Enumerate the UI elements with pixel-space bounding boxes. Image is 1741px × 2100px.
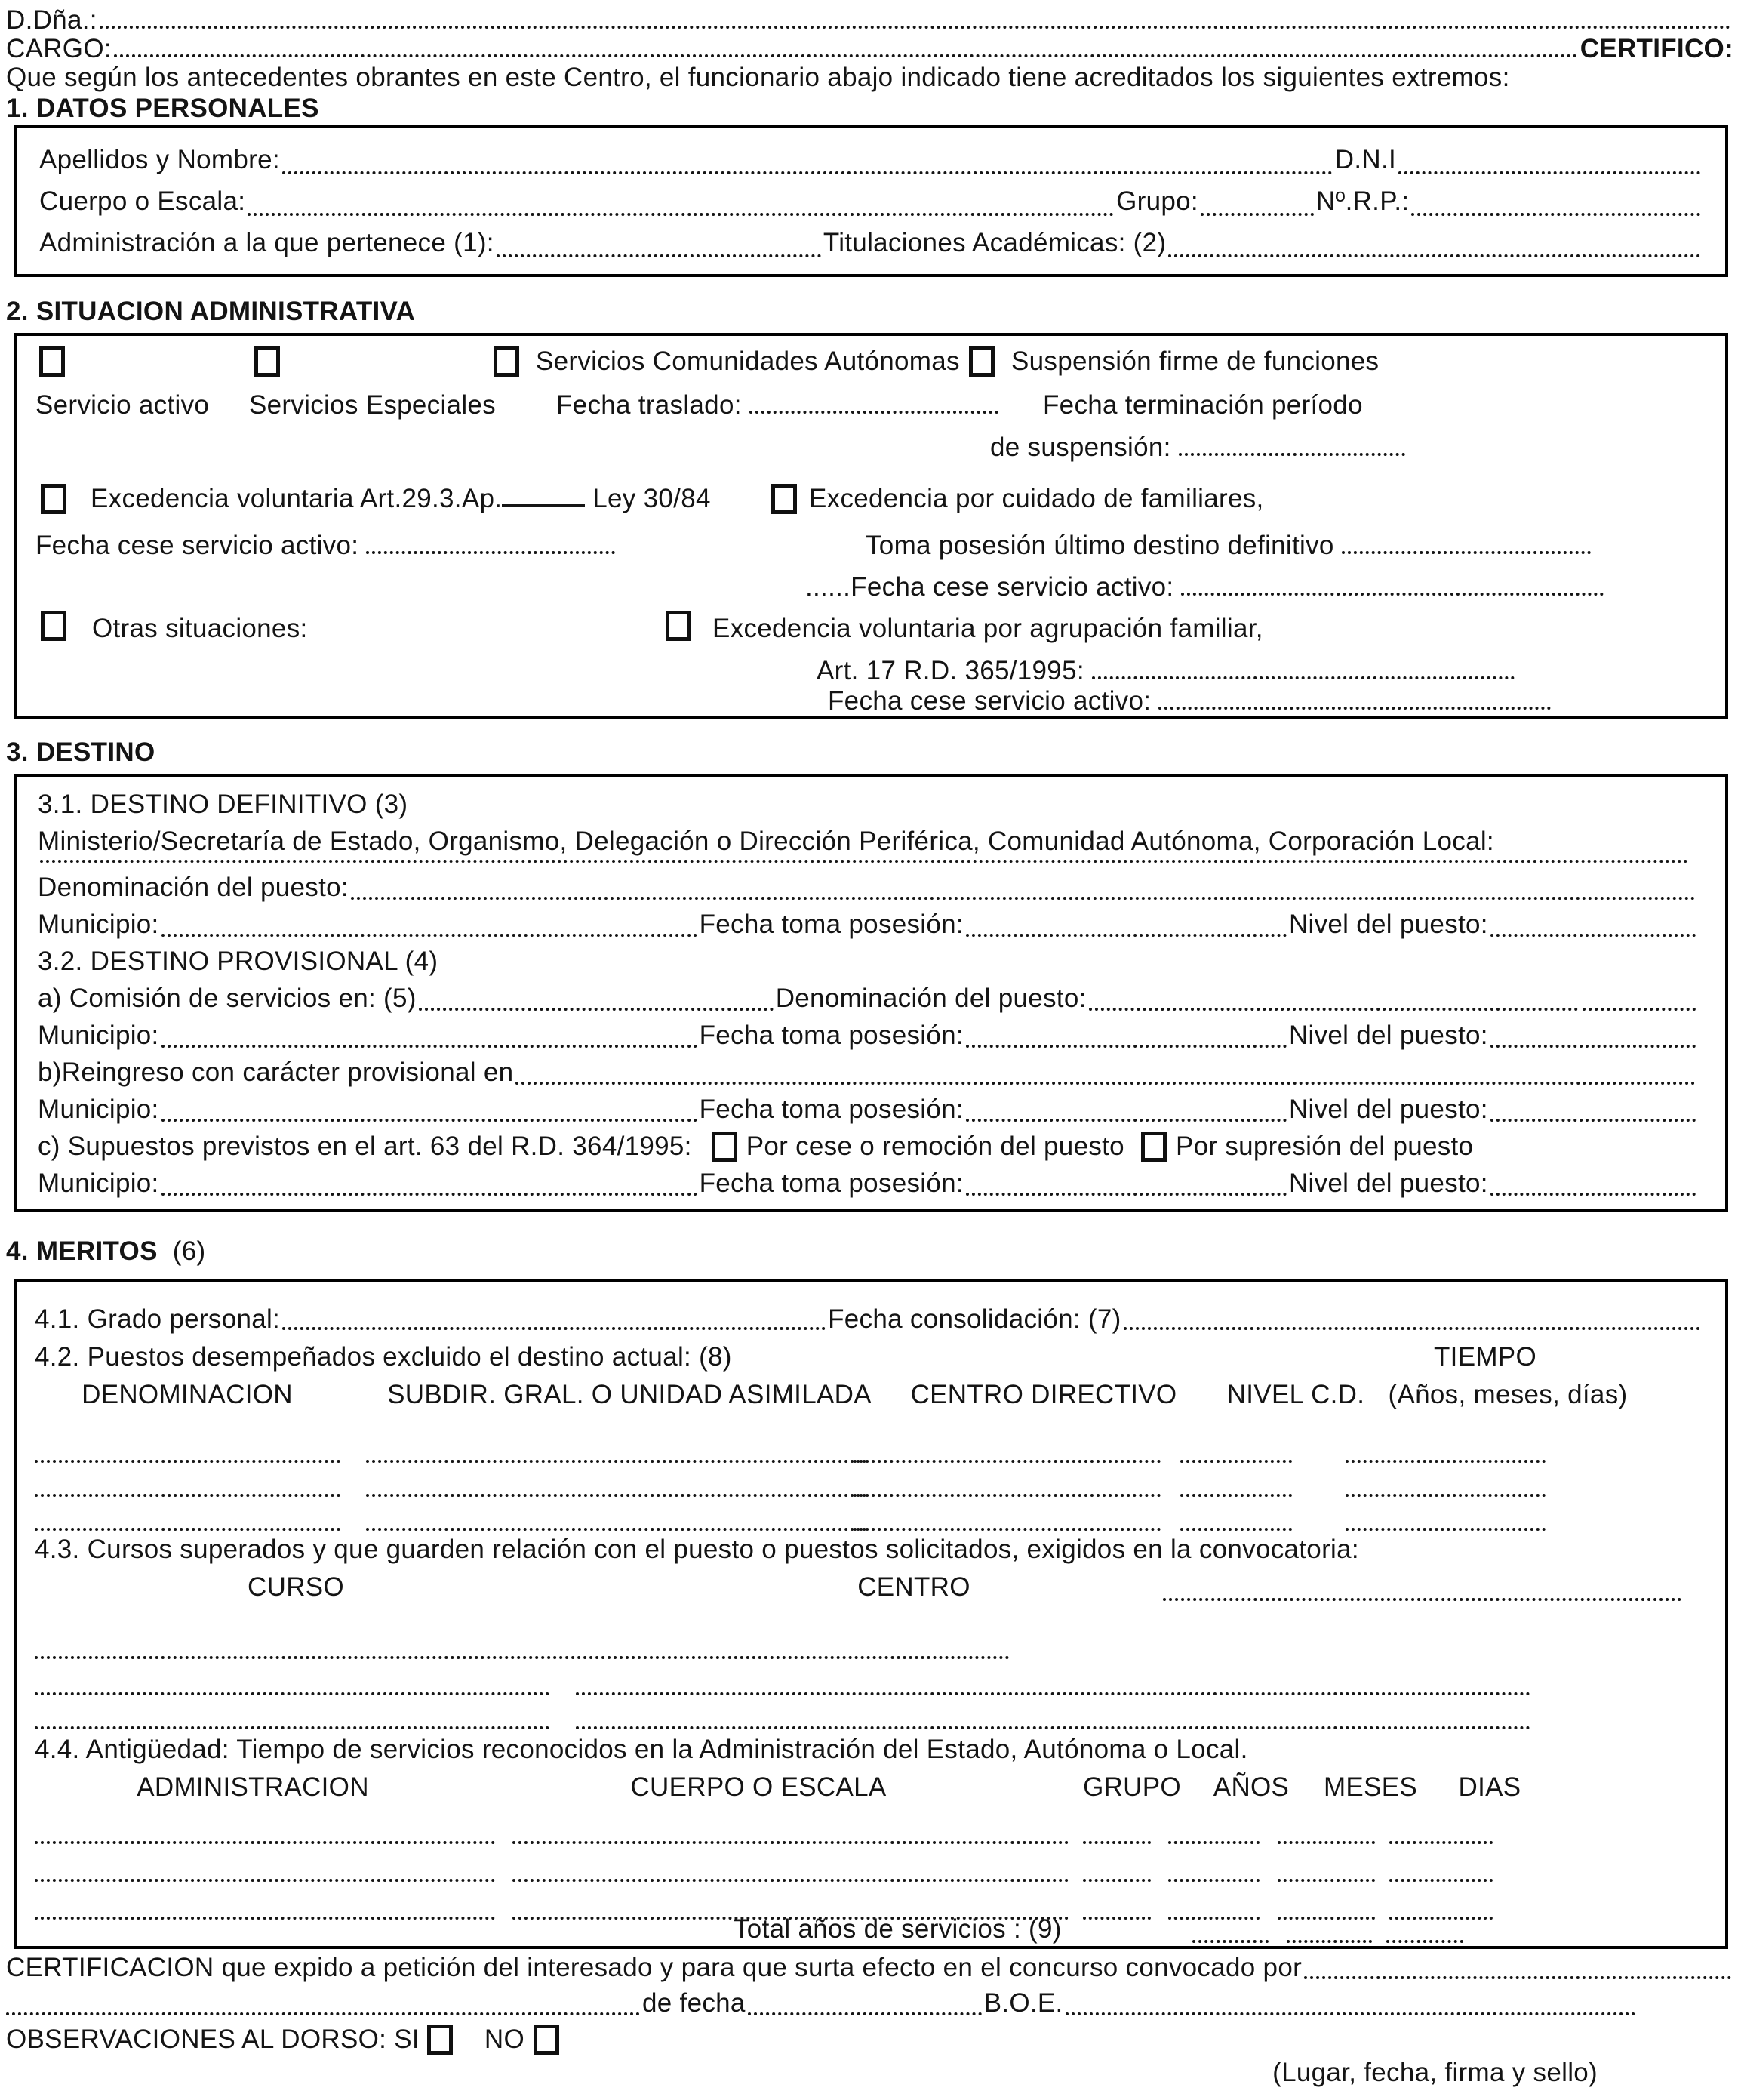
titulaciones-field[interactable] [1168,254,1700,257]
grado-field[interactable] [282,1327,826,1330]
puestos-cell-field[interactable] [366,1501,866,1531]
puestos-cell-field[interactable] [854,1467,1161,1497]
denominacion-field[interactable] [351,897,1696,900]
grado-label: 4.1. Grado personal: [35,1304,281,1334]
excedencia-cuidado-label: Excedencia por cuidado de familiares, [809,484,1264,513]
puestos-cell-field[interactable] [1346,1501,1546,1531]
puestos-cell-field[interactable] [1180,1467,1292,1497]
observaciones-no-label: NO [484,2025,524,2054]
cursos-row [35,1533,1703,1566]
dotted-field[interactable] [100,26,1731,29]
grupo-field[interactable] [1201,213,1314,216]
municipio-label: Municipio: [38,910,159,939]
consolidacion-label: Fecha consolidación: (7) [828,1304,1121,1334]
nivel-label: Nivel del puesto: [1288,910,1488,939]
cb-suspension-firme[interactable] [969,346,995,377]
por-cese-label: Por cese o remoción del puesto [746,1132,1124,1161]
puestos-cell-field[interactable] [35,1501,340,1531]
dotted-field[interactable] [1583,1008,1696,1011]
comision-field[interactable] [419,1008,774,1011]
boe-field[interactable] [1066,2012,1635,2015]
cb-observaciones-si[interactable] [427,2025,453,2055]
nivel-label: Nivel del puesto: [1288,1021,1488,1050]
denominacion-row [38,869,1698,906]
antiguedad-cell-field[interactable] [1168,1814,1260,1844]
cb-excedencia-agrupacion[interactable] [666,611,691,641]
ddna-label: D.Dña.: [6,5,97,35]
fecha-cese-3-field[interactable] [1158,685,1551,710]
col-header-meses: MESES [1323,1772,1418,1802]
cb-por-cese[interactable] [712,1132,737,1162]
por-supresion-label: Por supresión del puesto [1175,1132,1474,1161]
puestos-cell-field[interactable] [1180,1433,1292,1463]
cursos-cell-field[interactable] [576,1665,1530,1695]
cb-excedencia-voluntaria[interactable] [41,484,66,514]
intro-row [6,63,1733,92]
total-anos-field[interactable] [1192,1913,1269,1943]
puestos-cell-field[interactable] [1180,1501,1292,1531]
cargo-row [6,35,1733,63]
supuestos-row [38,1128,1698,1165]
fecha-toma-field[interactable] [966,1119,1287,1122]
fecha-toma-label: Fecha toma posesión: [699,1021,964,1050]
cb-por-supresion[interactable] [1141,1132,1167,1162]
municipio-row [38,1017,1698,1054]
administracion-label: Administración a la que pertenece (1): [39,228,494,257]
nivel-field[interactable] [1490,1045,1696,1048]
fecha-toma-label: Fecha toma posesión: [699,1169,964,1198]
col-header-centro-directivo: CENTRO DIRECTIVO [910,1380,1177,1409]
apellidos-row [39,139,1703,180]
observaciones-row [6,2021,1733,2058]
total-dias-field[interactable] [1386,1913,1463,1943]
fecha-traslado-field[interactable] [749,390,998,414]
antiguedad-cell-field[interactable] [1389,1814,1493,1844]
puestos-cell-field[interactable] [35,1467,340,1497]
grado-row [35,1303,1703,1336]
cb-servicios-especiales[interactable] [254,346,280,377]
denominacion-label: Denominación del puesto: [38,873,349,902]
section1-title: 1. DATOS PERSONALES [6,94,319,123]
col-header-tiempo-unidades: (Años, meses, días) [1388,1380,1628,1409]
cb-observaciones-no[interactable] [534,2025,559,2055]
art17-field[interactable] [1092,655,1515,679]
comision-label: a) Comisión de servicios en: (5) [38,984,417,1013]
col-header-nivel-cd: NIVEL C.D. [1226,1380,1365,1409]
destino-provisional-title: 3.2. DESTINO PROVISIONAL (4) [38,947,438,976]
antiguedad-cell-field[interactable] [35,1814,495,1844]
municipio-row [38,906,1698,943]
excedencia-voluntaria-label: Excedencia voluntaria Art.29.3.Ap. Ley 30/84 [91,484,711,513]
nivel-label: Nivel del puesto: [1288,1095,1488,1124]
denominacion2-label: Denominación del puesto: [775,984,1087,1013]
antiguedad-cell-field[interactable] [512,1814,1069,1844]
lugar-fecha-firma-label: (Lugar, fecha, firma y sello) [1272,2058,1598,2087]
cursos-cell-field[interactable] [35,1699,549,1729]
cb-servicio-activo[interactable] [39,346,65,377]
section4-box [14,1279,1728,1949]
grupo-label: Grupo: [1116,186,1198,216]
section2-box [14,333,1728,719]
antiguedad-cell-field[interactable] [35,1852,495,1882]
dotted-field[interactable] [114,54,1578,57]
total-meses-field[interactable] [1287,1913,1372,1943]
dotted-field[interactable] [6,2012,640,2015]
apellidos-field[interactable] [282,171,1333,174]
fecha-field[interactable] [748,2012,982,2015]
consolidacion-field[interactable] [1124,1327,1700,1330]
cb-otras-situaciones[interactable] [41,611,66,641]
section3-box [14,774,1728,1212]
cuerpo-row [39,180,1703,222]
fecha-cese-3-label: Fecha cese servicio activo: [828,685,1551,718]
antiguedad-cell-field[interactable] [1083,1814,1151,1844]
antiguedad-cell-field[interactable] [512,1852,1069,1882]
col-header-anos: AÑOS [1213,1772,1290,1802]
nivel-field[interactable] [1490,934,1696,937]
de-suspension-label: de suspensión: [990,431,1405,464]
otras-situaciones-label: Otras situaciones: [92,614,308,643]
antiguedad-cell-field[interactable] [1083,1889,1151,1920]
ley-label: Ley 30/84 [592,484,711,513]
boe-label: B.O.E. [983,1988,1063,2018]
excedencia-agrupacion-label: Excedencia voluntaria por agrupación familiar, [712,614,1263,643]
cuerpo-label: Cuerpo o Escala: [39,186,246,216]
fecha-cese-2-field[interactable] [1181,571,1604,596]
intro-text: Que según los antecedentes obrantes en este Centro, el funcionario abajo indicado tiene acreditados los siguientes extremos: [6,63,1510,92]
fecha-traslado-label: Fecha traslado: [556,389,998,422]
art17-label: Art. 17 R.D. 365/1995: [817,654,1515,688]
municipio-label: Municipio: [38,1021,159,1050]
municipio-label: Municipio: [38,1095,159,1124]
suspension-firme-label: Suspensión firme de funciones [1011,346,1380,376]
cb-servicios-ccaa[interactable] [494,346,519,377]
puestos-label: 4.2. Puestos desempeñados excluido el destino actual: (8) [35,1342,732,1372]
col-header-subdir: SUBDIR. GRAL. O UNIDAD ASIMILADA [387,1380,872,1409]
fecha-toma-field[interactable] [966,1193,1287,1196]
fecha-boe-row [6,1985,1733,2021]
antiguedad-cell-field[interactable] [1083,1852,1151,1882]
antiguedad-cell-field[interactable] [1278,1814,1375,1844]
puestos-cell-field[interactable] [366,1433,866,1463]
toma-posesion-label: Toma posesión último destino definitivo [866,529,1591,562]
tiempo-header: TIEMPO [1434,1342,1536,1372]
puestos-cell-field[interactable] [1346,1433,1546,1463]
nrp-label: Nº.R.P.: [1315,186,1410,216]
antiguedad-cell-field[interactable] [1278,1852,1375,1882]
ddna-row [6,6,1733,35]
certificacion-row [6,1951,1733,1985]
municipio-field[interactable] [161,1119,697,1122]
puestos-cell-field[interactable] [1346,1467,1546,1497]
cb-excedencia-cuidado[interactable] [771,484,797,514]
puestos-cell-field[interactable] [854,1501,1161,1531]
observaciones-label: OBSERVACIONES AL DORSO: SI [6,2025,420,2054]
nivel-label: Nivel del puesto: [1288,1169,1488,1198]
col-header-curso: CURSO [248,1572,344,1602]
section1-box [14,125,1728,277]
cursos-label: 4.3. Cursos superados y que guarden relación con el puesto o puestos solicitados, exigidos en la convocatoria: [35,1535,1359,1564]
fecha-cese-2-label: ......Fecha cese servicio activo: [805,571,1604,604]
cargo-label: CARGO: [6,34,112,63]
antiguedad-cell-field[interactable] [1389,1852,1493,1882]
destino-definitivo-title: 3.1. DESTINO DEFINITIVO (3) [38,790,408,819]
de-suspension-field[interactable] [1179,432,1405,456]
col-header-grupo: GRUPO [1083,1772,1181,1802]
puestos-cell-field[interactable] [35,1433,340,1463]
col-header-administracion: ADMINISTRACION [137,1772,369,1802]
antiguedad-row [35,1733,1703,1766]
supuestos-label: c) Supuestos previstos en el art. 63 del R.D. 364/1995: [38,1132,692,1161]
reingreso-label: b)Reingreso con carácter provisional en [38,1058,514,1087]
municipio-field[interactable] [161,1193,697,1196]
articulo-blank-field[interactable] [502,483,585,507]
puestos-cell-field[interactable] [854,1433,1161,1463]
section3-title: 3. DESTINO [6,737,155,767]
antiguedad-cell-field[interactable] [35,1889,495,1920]
reingreso-row [38,1054,1698,1091]
reingreso-field[interactable] [515,1082,1696,1085]
toma-posesion-field[interactable] [1342,530,1591,554]
dni-field[interactable] [1398,171,1700,174]
municipio-field[interactable] [161,934,697,937]
puestos-cell-field[interactable] [366,1467,866,1497]
section4-title: 4. MERITOS (6) [6,1236,206,1266]
dni-label: D.N.I [1334,145,1396,174]
fecha-terminacion-label: Fecha terminación período [1043,390,1363,420]
cursos-cell-field[interactable] [35,1629,1010,1659]
col-header-dias: DIAS [1458,1772,1521,1802]
apellidos-label: Apellidos y Nombre: [39,145,280,174]
municipio-row [38,1165,1698,1202]
cursos-cell-field[interactable] [1163,1571,1681,1601]
section2-title: 2. SITUACION ADMINISTRATIVA [6,297,416,326]
convocado-por-field[interactable] [1304,1976,1731,1979]
municipio-row [38,1091,1698,1128]
servicios-especiales-label: Servicios Especiales [249,390,496,420]
denominacion2-field[interactable] [1089,1008,1578,1011]
certificacion-label: CERTIFICACION que expido a petición del interesado y para que surta efecto en el concurso convocado por [6,1953,1303,1982]
antiguedad-label: 4.4. Antigüedad: Tiempo de servicios reconocidos en la Administración del Estado, Autónoma o Local. [35,1735,1248,1764]
fecha-toma-label: Fecha toma posesión: [699,1095,964,1124]
fecha-toma-field[interactable] [966,934,1287,937]
de-fecha-label: de fecha [642,1988,746,2018]
ministerio-label-row: Ministerio/Secretaría de Estado, Organismo, Delegación o Dirección Periférica, Comunidad Autónoma, Corporación Local: [38,827,1494,856]
nivel-field[interactable] [1490,1193,1696,1196]
administracion-field[interactable] [497,254,821,257]
titulaciones-label: Titulaciones Académicas: (2) [823,228,1167,257]
nivel-field[interactable] [1490,1119,1696,1122]
cursos-cell-field[interactable] [576,1699,1530,1729]
col-header-cuerpo-escala: CUERPO O ESCALA [630,1772,887,1802]
fecha-cese-1-label: Fecha cese servicio activo: [35,529,615,562]
servicios-ccaa-label: Servicios Comunidades Autónomas [536,346,960,376]
servicio-activo-label: Servicio activo [35,390,210,420]
cursos-cell-field[interactable] [35,1665,549,1695]
fecha-cese-1-field[interactable] [366,530,615,554]
antiguedad-cell-field[interactable] [1168,1852,1260,1882]
comision-row [38,980,1698,1017]
col-header-denominacion: DENOMINACION [82,1380,293,1409]
cuerpo-field[interactable] [248,213,1114,216]
fecha-toma-label: Fecha toma posesión: [699,910,964,939]
administracion-row [39,222,1703,263]
municipio-field[interactable] [161,1045,697,1048]
certifico-label: CERTIFICO: [1580,34,1733,63]
total-servicios-label: Total años de servicios : (9) [734,1914,1062,1944]
nrp-field[interactable] [1411,213,1700,216]
col-header-centro: CENTRO [857,1572,970,1602]
municipio-label: Municipio: [38,1169,159,1198]
ministerio-field[interactable] [40,860,1689,863]
fecha-toma-field[interactable] [966,1045,1287,1048]
ministerio-field-row [38,860,1698,869]
